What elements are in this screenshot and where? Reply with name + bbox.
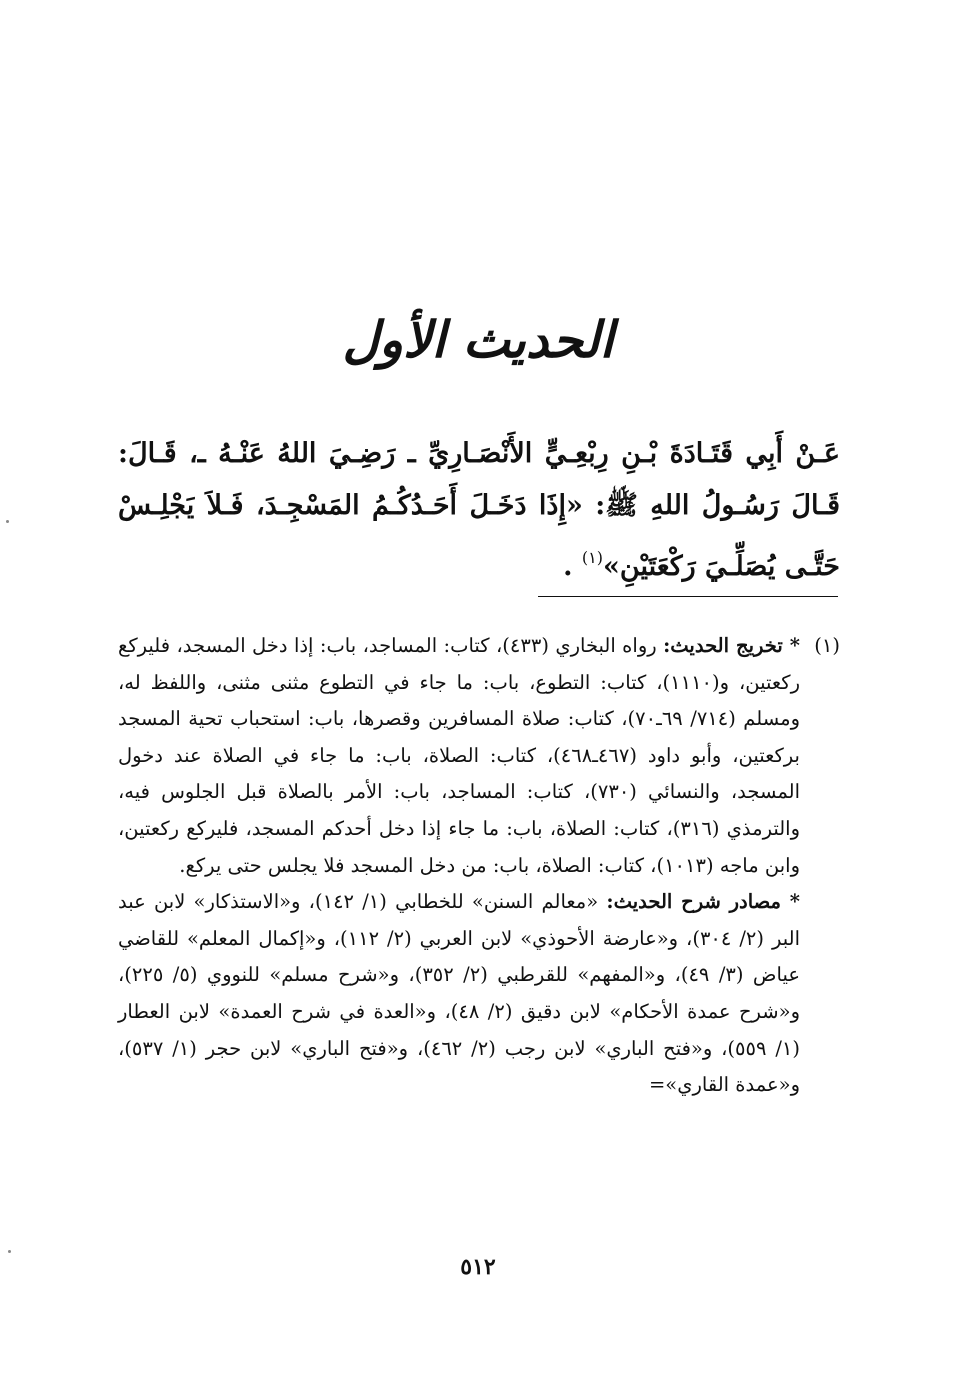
sources-label: * مصادر شرح الحديث:	[606, 890, 800, 914]
page-number: ٥١٢	[460, 1254, 496, 1280]
sources-text: «معالم السنن» للخطابي (١/ ١٤٢)، و«الاستذكار» لابن عبد البر (٢/ ٣٠٤)، و«عارضة الأحوذي» لابن العربي (٢/ ١١٢)، و«إكمال المعلم» للقاضي عياض (٣/ ٤٩)، و«المفهم» للقرطبي (٢/ ٣٥٢)، و«شرح مسلم» للنووي (٥/ ٢٢٥)، و«شرح عمدة الأحكام» لابن دقيق (٢/ ٤٨)، و«العدة في شرح العمدة» لابن العطار (١/ ٥٥٩)، و«فتح الباري» لابن رجب (٢/ ٤٦٢)، و«فتح الباري» لابن حجر (١/ ٥٣٧)، و«عمدة القاري»=	[118, 890, 800, 1097]
hadith-text	[118, 428, 840, 593]
footnote-number: (١)	[814, 634, 840, 657]
sources-paragraph	[118, 884, 800, 1104]
footnote-body	[118, 628, 800, 1104]
scan-speck	[6, 520, 9, 523]
footnote-reference[interactable]: (١)	[581, 548, 604, 567]
takhrij-label: * تخريج الحديث:	[663, 634, 800, 657]
takhrij-paragraph	[118, 628, 800, 884]
hadith-body: عَـنْ أَبِي قَتَـادَةَ بْـنِ رِبْعِـيٍّ الأَنْصَـارِيِّ ـ رَضِـيَ اللهُ عَنْـهُ ـ، قَـالَ: قَـالَ رَسُـولُ اللهِ ﷺ: «إِذَا دَخَـلَ أَحَـدُكُـمُ المَسْجِـدَ، فَـلاَ يَجْلِـسْ حَتَّـى يُصَلِّـيَ رَكْعَتَيْنِ»	[118, 438, 840, 582]
footnote-separator	[538, 596, 838, 597]
footnote	[118, 628, 840, 1104]
hadith-end: .	[563, 551, 582, 582]
scan-speck	[8, 1250, 11, 1253]
footnote-row	[118, 628, 840, 1104]
takhrij-text: رواه البخاري (٤٣٣)، كتاب: المساجد، باب: إذا دخل المسجد، فليركع ركعتين، و(١١١٠)، كتاب: التطوع، باب: ما جاء في التطوع مثنى مثنى، واللفظ له، ومسلم (٧١٤/ ٦٩ـ٧٠)، كتاب: صلاة المسافرين وقصرها، باب: استحباب تحية المسجد بركعتين، وأبو داود (٤٦٧ـ٤٦٨)، كتاب: الصلاة، باب: ما جاء في الصلاة عند دخول المسجد، والنسائي (٧٣٠)، كتاب: المساجد، باب: الأمر بالصلاة قبل الجلوس فيه، والترمذي (٣١٦)، كتاب: الصلاة، باب: ما جاء إذا دخل أحدكم المسجد، فليركع ركعتين، وابن ماجه (١٠١٣)، كتاب: الصلاة، باب: من دخل المسجد فلا يجلس حتى يركع.	[118, 634, 800, 877]
chapter-title: الحديث الأول	[342, 310, 614, 369]
